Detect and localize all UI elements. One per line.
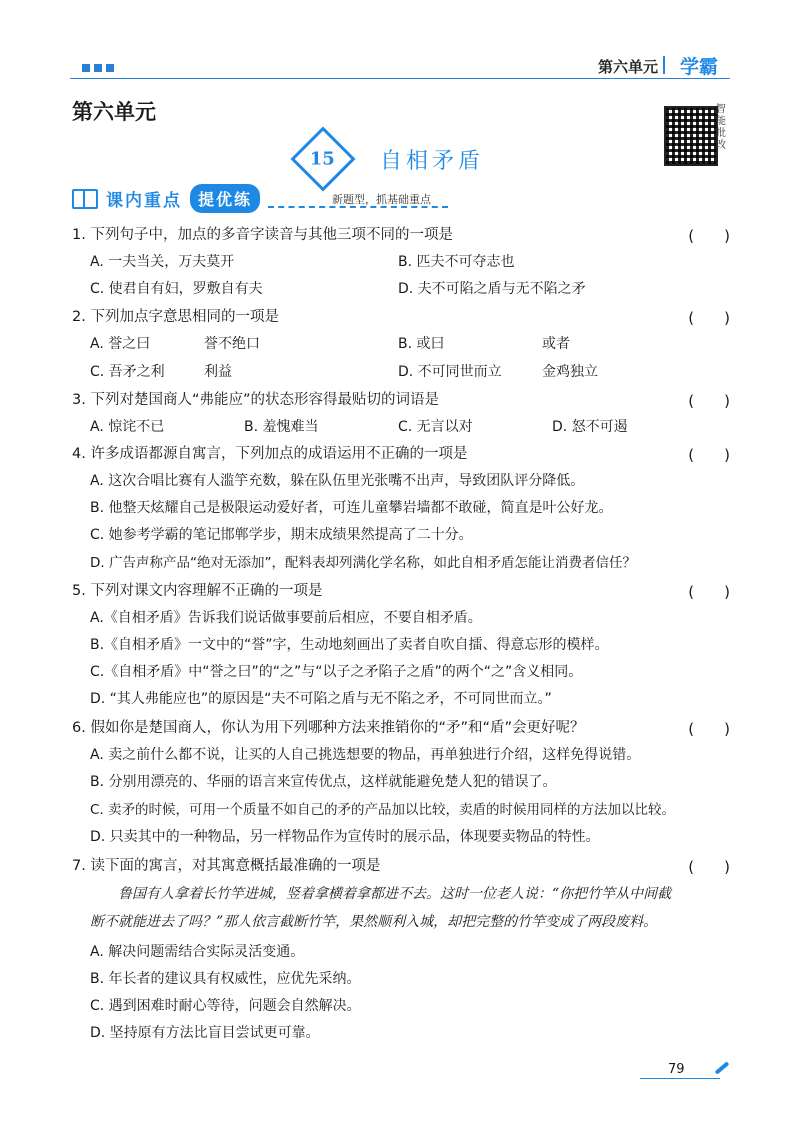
lesson-title: 自相矛盾 — [374, 144, 490, 175]
question-stem: 5. 下列对课文内容理解不正确的一项是 — [72, 583, 323, 599]
passage-line: 鲁国有人拿着长竹竿进城，竖着拿横着拿都进不去。这时一位老人说：“你把竹竿从中间截 — [118, 886, 672, 902]
option: B.《自相矛盾》一文中的“誉”字，生动地刻画出了卖者自吹自擂、得意忘形的模样。 — [90, 637, 609, 653]
footer-rule — [640, 1078, 720, 1079]
option: 誉不绝口 — [204, 336, 260, 352]
section-tag: 新题型，抓基础重点 — [332, 193, 431, 206]
answer-blank[interactable]: ( ) — [688, 858, 730, 876]
header-separator — [663, 56, 665, 74]
option: B. 或曰 — [398, 336, 445, 352]
option: D. 夫不可陷之盾与无不陷之矛 — [398, 281, 586, 297]
option: B. 年长者的建议具有权威性，应优先采纳。 — [90, 971, 361, 987]
header-unit: 第六单元 — [597, 58, 658, 76]
question-stem: 1. 下列句子中，加点的多音字读音与其他三项不同的一项是 — [72, 227, 453, 243]
option: A. 一夫当关，万夫莫开 — [90, 254, 235, 270]
pen-icon — [715, 1061, 730, 1074]
option: D. 广告声称产品“绝对无添加”，配料表却列满化学名称，如此自相矛盾怎能让消费者信任？ — [90, 555, 636, 571]
option: D. “其人弗能应也”的原因是“夫不可陷之盾与无不陷之矛，不可同世而立。” — [90, 691, 552, 707]
question-stem: 3. 下列对楚国商人“弗能应”的状态形容得最贴切的词语是 — [72, 392, 439, 408]
option: C. 她参考学霸的笔记邯郸学步，期末成绩果然提高了二十分。 — [90, 527, 473, 543]
header-decoration — [82, 64, 114, 72]
option: D. 坚持原有方法比盲目尝试更可靠。 — [90, 1025, 320, 1041]
answer-blank[interactable]: ( ) — [688, 392, 730, 410]
header-rule — [70, 78, 730, 79]
option: A. 这次合唱比赛有人滥竽充数，躲在队伍里光张嘴不出声，导致团队评分降低。 — [90, 473, 585, 489]
option: B. 羞愧难当 — [244, 419, 319, 435]
option: C. 无言以对 — [398, 419, 473, 435]
answer-blank[interactable]: ( ) — [688, 227, 730, 245]
lesson-number-badge — [290, 126, 355, 191]
option: 或者 — [542, 336, 570, 352]
section-label: 课内重点 — [106, 191, 182, 211]
option: D. 怒不可遏 — [552, 419, 628, 435]
option: A. 惊诧不已 — [90, 419, 165, 435]
answer-blank[interactable]: ( ) — [688, 309, 730, 327]
option: B. 分别用漂亮的、华丽的语言来宣传优点，这样就能避免楚人犯的错误了。 — [90, 774, 557, 790]
option: B. 他整天炫耀自己是极限运动爱好者，可连儿童攀岩墙都不敢碰，简直是叶公好龙。 — [90, 500, 613, 516]
option: C. 吾矛之利 — [90, 364, 165, 380]
question-stem: 6. 假如你是楚国商人，你认为用下列哪种方法来推销你的“矛”和“盾”会更好呢？ — [72, 720, 585, 736]
question-stem: 7. 读下面的寓言，对其寓意概括最准确的一项是 — [72, 858, 381, 874]
qr-caption: 智能批改 — [716, 104, 726, 151]
answer-blank[interactable]: ( ) — [688, 446, 730, 464]
lesson-number: 15 — [310, 148, 336, 170]
unit-title: 第六单元 — [72, 100, 156, 124]
answer-blank[interactable]: ( ) — [688, 720, 730, 738]
question-stem: 2. 下列加点字意思相同的一项是 — [72, 309, 279, 325]
option: A.《自相矛盾》告诉我们说话做事要前后相应，不要自相矛盾。 — [90, 610, 482, 626]
section-badge: 提优练 — [190, 184, 260, 213]
option: 利益 — [204, 364, 232, 380]
question-stem: 4. 许多成语都源自寓言，下列加点的成语运用不正确的一项是 — [72, 446, 468, 462]
option: A. 解决问题需结合实际灵活变通。 — [90, 944, 305, 960]
option: C. 使君自有妇，罗敷自有夫 — [90, 281, 263, 297]
option: D. 不可同世而立 — [398, 364, 502, 380]
lesson-heading — [300, 136, 490, 182]
option: A. 卖之前什么都不说，让买的人自己挑选想要的物品，再单独进行介绍，这样免得说错。 — [90, 747, 641, 763]
option: C. 卖矛的时候，可用一个质量不如自己的矛的产品加以比较，卖盾的时候用同样的方法加以比较。 — [90, 802, 676, 818]
option: A. 誉之曰 — [90, 336, 151, 352]
passage-line: 断不就能进去了吗？”那人依言截断竹竿，果然顺利入城，却把完整的竹竿变成了两段废料。 — [90, 914, 658, 930]
option: B. 匹夫不可夺志也 — [398, 254, 515, 270]
option: D. 只卖其中的一种物品，另一样物品作为宣传时的展示品，体现要卖物品的特性。 — [90, 829, 600, 845]
book-icon — [72, 189, 98, 209]
page-number: 79 — [668, 1062, 685, 1077]
option: C. 遇到困难时耐心等待，问题会自然解决。 — [90, 998, 361, 1014]
section-heading — [72, 184, 260, 213]
option: 金鸡独立 — [542, 364, 598, 380]
brand-logo: 学霸 — [679, 56, 718, 78]
option: C.《自相矛盾》中“誉之曰”的“之”与“以子之矛陷子之盾”的两个“之”含义相同。 — [90, 664, 583, 680]
qr-code-icon[interactable] — [664, 106, 718, 166]
answer-blank[interactable]: ( ) — [688, 583, 730, 601]
